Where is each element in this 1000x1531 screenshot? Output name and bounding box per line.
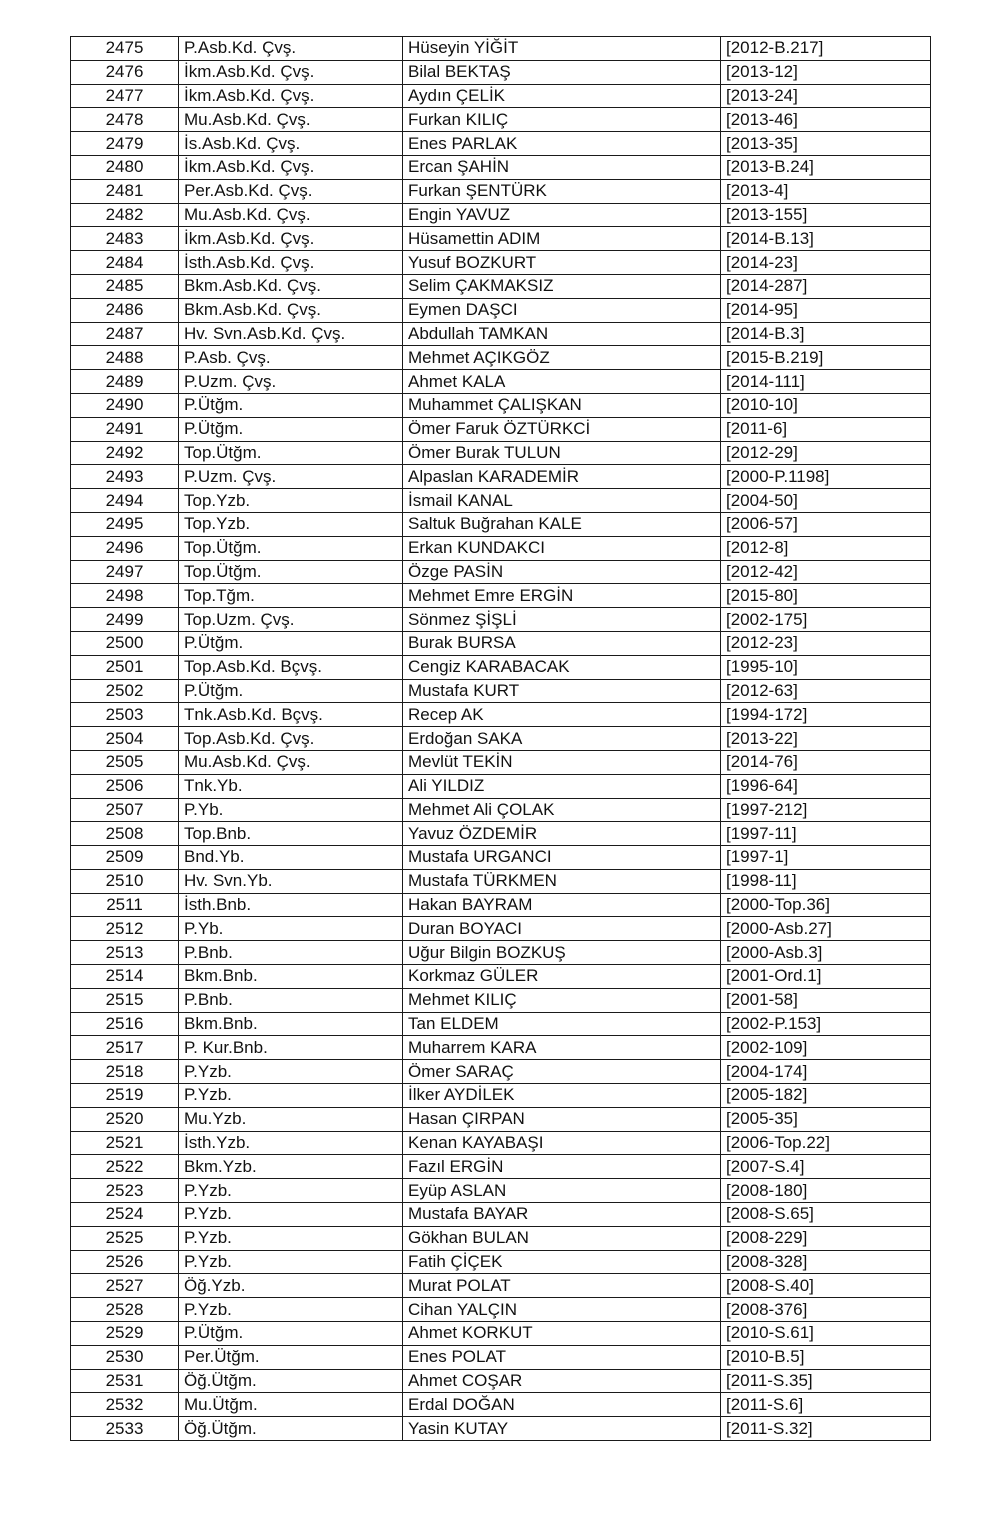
table-row [71, 965, 931, 989]
row-number: 2526 [71, 1250, 179, 1274]
row-number: 2490 [71, 393, 179, 417]
reference-cell: [2005-35] [721, 1107, 931, 1131]
row-number: 2494 [71, 489, 179, 513]
rank-cell: İkm.Asb.Kd. Çvş. [179, 84, 403, 108]
table-row [71, 203, 931, 227]
row-number: 2475 [71, 37, 179, 61]
name-cell: Ercan ŞAHİN [403, 155, 721, 179]
reference-cell: [2014-287] [721, 274, 931, 298]
rank-cell: P.Asb.Kd. Çvş. [179, 37, 403, 61]
table-row [71, 1107, 931, 1131]
table-row [71, 370, 931, 394]
table-row [71, 1060, 931, 1084]
row-number: 2506 [71, 774, 179, 798]
table-row [71, 1131, 931, 1155]
name-cell: Erkan KUNDAKCI [403, 536, 721, 560]
name-cell: Gökhan BULAN [403, 1226, 721, 1250]
reference-cell: [2012-63] [721, 679, 931, 703]
table-row [71, 417, 931, 441]
table-row [71, 988, 931, 1012]
table-row [71, 322, 931, 346]
rank-cell: P.Uzm. Çvş. [179, 370, 403, 394]
reference-cell: [2010-S.61] [721, 1322, 931, 1346]
reference-cell: [2014-B.13] [721, 227, 931, 251]
table-row [71, 822, 931, 846]
rank-cell: P.Asb. Çvş. [179, 346, 403, 370]
rank-cell: Top.Ütğm. [179, 560, 403, 584]
table-row [71, 1250, 931, 1274]
row-number: 2479 [71, 132, 179, 156]
reference-cell: [2001-58] [721, 988, 931, 1012]
rank-cell: P.Yzb. [179, 1298, 403, 1322]
table-row [71, 465, 931, 489]
reference-cell: [2000-Asb.3] [721, 941, 931, 965]
row-number: 2489 [71, 370, 179, 394]
table-row [71, 346, 931, 370]
rank-cell: P.Bnb. [179, 988, 403, 1012]
name-cell: Recep AK [403, 703, 721, 727]
table-row [71, 917, 931, 941]
rank-cell: Top.Asb.Kd. Çvş. [179, 727, 403, 751]
reference-cell: [2015-B.219] [721, 346, 931, 370]
row-number: 2517 [71, 1036, 179, 1060]
table-row [71, 1298, 931, 1322]
row-number: 2531 [71, 1369, 179, 1393]
name-cell: Engin YAVUZ [403, 203, 721, 227]
rank-cell: Per.Ütğm. [179, 1345, 403, 1369]
row-number: 2532 [71, 1393, 179, 1417]
row-number: 2492 [71, 441, 179, 465]
row-number: 2508 [71, 822, 179, 846]
name-cell: Eymen DAŞCI [403, 298, 721, 322]
name-cell: Ahmet KORKUT [403, 1322, 721, 1346]
reference-cell: [2004-174] [721, 1060, 931, 1084]
rank-cell: Top.Tğm. [179, 584, 403, 608]
rank-cell: Top.Ütğm. [179, 441, 403, 465]
table-row [71, 1226, 931, 1250]
rank-cell: Mu.Yzb. [179, 1107, 403, 1131]
row-number: 2500 [71, 631, 179, 655]
row-number: 2495 [71, 512, 179, 536]
table-row [71, 608, 931, 632]
row-number: 2525 [71, 1226, 179, 1250]
table-row [71, 1393, 931, 1417]
name-cell: Alpaslan KARADEMİR [403, 465, 721, 489]
row-number: 2487 [71, 322, 179, 346]
row-number: 2505 [71, 750, 179, 774]
table-row [71, 1369, 931, 1393]
rank-cell: P.Yb. [179, 917, 403, 941]
row-number: 2498 [71, 584, 179, 608]
rank-cell: Öğ.Ütğm. [179, 1417, 403, 1441]
rank-cell: Mu.Asb.Kd. Çvş. [179, 203, 403, 227]
reference-cell: [2011-S.35] [721, 1369, 931, 1393]
table-row [71, 893, 931, 917]
row-number: 2527 [71, 1274, 179, 1298]
table-row [71, 1036, 931, 1060]
reference-cell: [2000-Top.36] [721, 893, 931, 917]
row-number: 2497 [71, 560, 179, 584]
reference-cell: [1997-11] [721, 822, 931, 846]
reference-cell: [2002-P.153] [721, 1012, 931, 1036]
row-number: 2513 [71, 941, 179, 965]
rank-cell: P.Yzb. [179, 1203, 403, 1227]
row-number: 2502 [71, 679, 179, 703]
personnel-table-body [71, 37, 931, 1441]
row-number: 2480 [71, 155, 179, 179]
name-cell: Mustafa URGANCI [403, 846, 721, 870]
rank-cell: İsth.Asb.Kd. Çvş. [179, 251, 403, 275]
reference-cell: [2012-B.217] [721, 37, 931, 61]
rank-cell: P.Ütğm. [179, 631, 403, 655]
row-number: 2501 [71, 655, 179, 679]
table-row [71, 750, 931, 774]
name-cell: Enes POLAT [403, 1345, 721, 1369]
rank-cell: P.Yzb. [179, 1179, 403, 1203]
row-number: 2504 [71, 727, 179, 751]
row-number: 2491 [71, 417, 179, 441]
reference-cell: [2013-35] [721, 132, 931, 156]
reference-cell: [2008-180] [721, 1179, 931, 1203]
reference-cell: [1998-11] [721, 869, 931, 893]
row-number: 2533 [71, 1417, 179, 1441]
name-cell: İsmail KANAL [403, 489, 721, 513]
reference-cell: [2013-24] [721, 84, 931, 108]
rank-cell: Top.Asb.Kd. Bçvş. [179, 655, 403, 679]
reference-cell: [2014-95] [721, 298, 931, 322]
rank-cell: İkm.Asb.Kd. Çvş. [179, 227, 403, 251]
row-number: 2529 [71, 1322, 179, 1346]
table-row [71, 108, 931, 132]
table-row [71, 536, 931, 560]
name-cell: Enes PARLAK [403, 132, 721, 156]
rank-cell: İsth.Yzb. [179, 1131, 403, 1155]
row-number: 2510 [71, 869, 179, 893]
rank-cell: P.Yzb. [179, 1226, 403, 1250]
rank-cell: Hv. Svn.Asb.Kd. Çvş. [179, 322, 403, 346]
table-row [71, 179, 931, 203]
rank-cell: P.Ütğm. [179, 417, 403, 441]
rank-cell: Bnd.Yb. [179, 846, 403, 870]
rank-cell: P.Yzb. [179, 1084, 403, 1108]
name-cell: Uğur Bilgin BOZKUŞ [403, 941, 721, 965]
name-cell: Aydın ÇELİK [403, 84, 721, 108]
reference-cell: [2013-12] [721, 60, 931, 84]
reference-cell: [2008-328] [721, 1250, 931, 1274]
name-cell: Kenan KAYABAŞI [403, 1131, 721, 1155]
table-row [71, 441, 931, 465]
name-cell: Mehmet Ali ÇOLAK [403, 798, 721, 822]
reference-cell: [2010-B.5] [721, 1345, 931, 1369]
name-cell: Cengiz KARABACAK [403, 655, 721, 679]
table-row [71, 655, 931, 679]
table-row [71, 1012, 931, 1036]
reference-cell: [2001-Ord.1] [721, 965, 931, 989]
row-number: 2523 [71, 1179, 179, 1203]
name-cell: Erdoğan SAKA [403, 727, 721, 751]
name-cell: Murat POLAT [403, 1274, 721, 1298]
rank-cell: Tnk.Yb. [179, 774, 403, 798]
table-row [71, 298, 931, 322]
reference-cell: [2002-109] [721, 1036, 931, 1060]
name-cell: Hüsamettin ADIM [403, 227, 721, 251]
row-number: 2485 [71, 274, 179, 298]
name-cell: Mehmet AÇIKGÖZ [403, 346, 721, 370]
reference-cell: [2013-46] [721, 108, 931, 132]
reference-cell: [1996-64] [721, 774, 931, 798]
row-number: 2493 [71, 465, 179, 489]
table-row [71, 941, 931, 965]
reference-cell: [2006-Top.22] [721, 1131, 931, 1155]
reference-cell: [2012-8] [721, 536, 931, 560]
table-row [71, 1322, 931, 1346]
table-row [71, 1274, 931, 1298]
rank-cell: Bkm.Bnb. [179, 965, 403, 989]
table-row [71, 679, 931, 703]
reference-cell: [2014-23] [721, 251, 931, 275]
table-row [71, 846, 931, 870]
row-number: 2484 [71, 251, 179, 275]
table-row [71, 798, 931, 822]
reference-cell: [2008-S.65] [721, 1203, 931, 1227]
name-cell: Fazıl ERGİN [403, 1155, 721, 1179]
name-cell: Mehmet Emre ERGİN [403, 584, 721, 608]
rank-cell: P.Uzm. Çvş. [179, 465, 403, 489]
row-number: 2496 [71, 536, 179, 560]
name-cell: Mustafa TÜRKMEN [403, 869, 721, 893]
rank-cell: P.Yzb. [179, 1060, 403, 1084]
table-row [71, 132, 931, 156]
row-number: 2514 [71, 965, 179, 989]
name-cell: Erdal DOĞAN [403, 1393, 721, 1417]
row-number: 2528 [71, 1298, 179, 1322]
name-cell: Hakan BAYRAM [403, 893, 721, 917]
reference-cell: [1995-10] [721, 655, 931, 679]
reference-cell: [2002-175] [721, 608, 931, 632]
rank-cell: P. Kur.Bnb. [179, 1036, 403, 1060]
rank-cell: Per.Asb.Kd. Çvş. [179, 179, 403, 203]
name-cell: Ömer SARAÇ [403, 1060, 721, 1084]
rank-cell: Mu.Ütğm. [179, 1393, 403, 1417]
row-number: 2499 [71, 608, 179, 632]
table-row [71, 560, 931, 584]
name-cell: Eyüp ASLAN [403, 1179, 721, 1203]
row-number: 2481 [71, 179, 179, 203]
name-cell: Korkmaz GÜLER [403, 965, 721, 989]
reference-cell: [2013-4] [721, 179, 931, 203]
name-cell: Ahmet KALA [403, 370, 721, 394]
reference-cell: [2007-S.4] [721, 1155, 931, 1179]
name-cell: Ali YILDIZ [403, 774, 721, 798]
name-cell: İlker AYDİLEK [403, 1084, 721, 1108]
name-cell: Abdullah TAMKAN [403, 322, 721, 346]
table-row [71, 227, 931, 251]
name-cell: Yusuf BOZKURT [403, 251, 721, 275]
name-cell: Mustafa KURT [403, 679, 721, 703]
rank-cell: P.Ütğm. [179, 679, 403, 703]
reference-cell: [2013-B.24] [721, 155, 931, 179]
reference-cell: [2014-76] [721, 750, 931, 774]
rank-cell: Öğ.Yzb. [179, 1274, 403, 1298]
name-cell: Yasin KUTAY [403, 1417, 721, 1441]
rank-cell: P.Bnb. [179, 941, 403, 965]
name-cell: Ahmet COŞAR [403, 1369, 721, 1393]
table-row [71, 1345, 931, 1369]
name-cell: Bilal BEKTAŞ [403, 60, 721, 84]
rank-cell: Öğ.Ütğm. [179, 1369, 403, 1393]
table-row [71, 727, 931, 751]
name-cell: Hasan ÇIRPAN [403, 1107, 721, 1131]
table-row [71, 703, 931, 727]
name-cell: Duran BOYACI [403, 917, 721, 941]
name-cell: Hüseyin YİĞİT [403, 37, 721, 61]
name-cell: Sönmez ŞİŞLİ [403, 608, 721, 632]
row-number: 2509 [71, 846, 179, 870]
rank-cell: Tnk.Asb.Kd. Bçvş. [179, 703, 403, 727]
row-number: 2486 [71, 298, 179, 322]
name-cell: Selim ÇAKMAKSIZ [403, 274, 721, 298]
personnel-table [70, 36, 931, 1441]
table-row [71, 274, 931, 298]
reference-cell: [2012-23] [721, 631, 931, 655]
row-number: 2511 [71, 893, 179, 917]
rank-cell: P.Ütğm. [179, 1322, 403, 1346]
row-number: 2519 [71, 1084, 179, 1108]
rank-cell: Top.Ütğm. [179, 536, 403, 560]
rank-cell: Top.Bnb. [179, 822, 403, 846]
name-cell: Ömer Burak TULUN [403, 441, 721, 465]
table-row [71, 37, 931, 61]
reference-cell: [2005-182] [721, 1084, 931, 1108]
reference-cell: [2012-42] [721, 560, 931, 584]
reference-cell: [2008-S.40] [721, 1274, 931, 1298]
name-cell: Tan ELDEM [403, 1012, 721, 1036]
rank-cell: Bkm.Asb.Kd. Çvş. [179, 298, 403, 322]
row-number: 2483 [71, 227, 179, 251]
rank-cell: İkm.Asb.Kd. Çvş. [179, 60, 403, 84]
reference-cell: [2011-S.32] [721, 1417, 931, 1441]
rank-cell: Hv. Svn.Yb. [179, 869, 403, 893]
name-cell: Saltuk Buğrahan KALE [403, 512, 721, 536]
table-row [71, 774, 931, 798]
name-cell: Furkan KILIÇ [403, 108, 721, 132]
reference-cell: [1994-172] [721, 703, 931, 727]
table-row [71, 1203, 931, 1227]
reference-cell: [2011-6] [721, 417, 931, 441]
reference-cell: [2006-57] [721, 512, 931, 536]
reference-cell: [2000-P.1198] [721, 465, 931, 489]
reference-cell: [2015-80] [721, 584, 931, 608]
reference-cell: [2008-376] [721, 1298, 931, 1322]
name-cell: Özge PASİN [403, 560, 721, 584]
name-cell: Muharrem KARA [403, 1036, 721, 1060]
rank-cell: Mu.Asb.Kd. Çvş. [179, 108, 403, 132]
row-number: 2476 [71, 60, 179, 84]
name-cell: Fatih ÇİÇEK [403, 1250, 721, 1274]
rank-cell: P.Ütğm. [179, 393, 403, 417]
rank-cell: Top.Uzm. Çvş. [179, 608, 403, 632]
table-row [71, 1179, 931, 1203]
name-cell: Furkan ŞENTÜRK [403, 179, 721, 203]
row-number: 2482 [71, 203, 179, 227]
table-row [71, 869, 931, 893]
table-row [71, 251, 931, 275]
table-row [71, 1417, 931, 1441]
row-number: 2518 [71, 1060, 179, 1084]
name-cell: Mevlüt TEKİN [403, 750, 721, 774]
row-number: 2507 [71, 798, 179, 822]
reference-cell: [2008-229] [721, 1226, 931, 1250]
rank-cell: P.Yb. [179, 798, 403, 822]
table-row [71, 1084, 931, 1108]
table-row [71, 631, 931, 655]
row-number: 2477 [71, 84, 179, 108]
table-row [71, 155, 931, 179]
rank-cell: Bkm.Bnb. [179, 1012, 403, 1036]
row-number: 2521 [71, 1131, 179, 1155]
reference-cell: [2013-22] [721, 727, 931, 751]
rank-cell: Bkm.Asb.Kd. Çvş. [179, 274, 403, 298]
row-number: 2530 [71, 1345, 179, 1369]
table-row [71, 584, 931, 608]
name-cell: Muhammet ÇALIŞKAN [403, 393, 721, 417]
rank-cell: Top.Yzb. [179, 489, 403, 513]
row-number: 2488 [71, 346, 179, 370]
reference-cell: [2013-155] [721, 203, 931, 227]
reference-cell: [1997-1] [721, 846, 931, 870]
row-number: 2524 [71, 1203, 179, 1227]
table-row [71, 60, 931, 84]
reference-cell: [2000-Asb.27] [721, 917, 931, 941]
table-row [71, 512, 931, 536]
table-row [71, 1155, 931, 1179]
reference-cell: [2004-50] [721, 489, 931, 513]
row-number: 2515 [71, 988, 179, 1012]
row-number: 2478 [71, 108, 179, 132]
row-number: 2522 [71, 1155, 179, 1179]
name-cell: Mustafa BAYAR [403, 1203, 721, 1227]
rank-cell: İkm.Asb.Kd. Çvş. [179, 155, 403, 179]
reference-cell: [2011-S.6] [721, 1393, 931, 1417]
name-cell: Ömer Faruk ÖZTÜRKCİ [403, 417, 721, 441]
reference-cell: [2012-29] [721, 441, 931, 465]
rank-cell: P.Yzb. [179, 1250, 403, 1274]
name-cell: Mehmet KILIÇ [403, 988, 721, 1012]
rank-cell: İsth.Bnb. [179, 893, 403, 917]
reference-cell: [2014-111] [721, 370, 931, 394]
name-cell: Cihan YALÇIN [403, 1298, 721, 1322]
name-cell: Burak BURSA [403, 631, 721, 655]
rank-cell: Mu.Asb.Kd. Çvş. [179, 750, 403, 774]
rank-cell: İs.Asb.Kd. Çvş. [179, 132, 403, 156]
row-number: 2503 [71, 703, 179, 727]
table-row [71, 393, 931, 417]
rank-cell: Top.Yzb. [179, 512, 403, 536]
reference-cell: [2010-10] [721, 393, 931, 417]
table-row [71, 489, 931, 513]
table-row [71, 84, 931, 108]
row-number: 2512 [71, 917, 179, 941]
rank-cell: Bkm.Yzb. [179, 1155, 403, 1179]
name-cell: Yavuz ÖZDEMİR [403, 822, 721, 846]
row-number: 2520 [71, 1107, 179, 1131]
row-number: 2516 [71, 1012, 179, 1036]
reference-cell: [2014-B.3] [721, 322, 931, 346]
reference-cell: [1997-212] [721, 798, 931, 822]
